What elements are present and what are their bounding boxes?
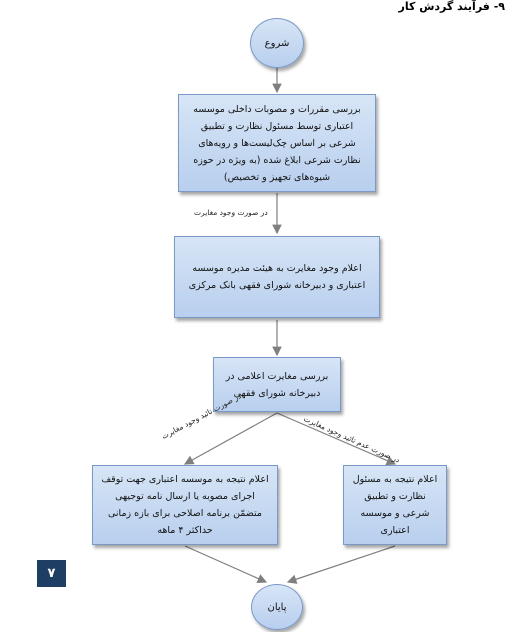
section-heading: ۹- فرآیند گردش کار [398,0,505,13]
edge-label-if-mismatch: در صورت وجود مغایرت [194,208,268,217]
arrow-secretariat-to-reject [277,413,395,464]
edge-label-if-confirmed: در صورت تائید وجود مغایرت [160,391,243,441]
reject-result-node: اعلام نتیجه به مسئول نظارت و تطبیق شرعی و موسسه اعتباری [343,465,447,545]
arrow-confirm-to-end [185,546,266,582]
start-node: شروع [250,18,304,68]
secretariat-review-node: بررسی مغایرت اعلامی در دبیرخانه شورای فقهی [213,357,341,412]
announce-mismatch-node: اعلام وجود مغایرت به هیئت مدیره موسسه اعتباری و دبیرخانه شورای فقهی بانک مرکزی [174,236,380,318]
arrow-reject-to-end [288,546,395,582]
end-node: پایان [251,584,303,630]
review-regulations-node: بررسی مقررات و مصوبات داخلی موسسه اعتباری توسط مسئول نظارت و تطبیق شرعی بر اساس چک‌لیست‌ها و رویه‌های نظارت شرعی ابلاغ شده (به ویژه در حوزه شیوه‌های تجهیز و تخصیص) [178,94,376,192]
confirm-result-node: اعلام نتیجه به موسسه اعتباری جهت توقف اجرای مصوبه یا ارسال نامه توجیهی متضمّن برنامه اصلاحی برای بازه زمانی حداکثر ۴ ماهه [92,465,278,545]
page-number-badge: ۷ [37,560,66,587]
edge-label-if-not-confirmed: در صورت عدم تائید وجود مغایرت [302,414,402,465]
